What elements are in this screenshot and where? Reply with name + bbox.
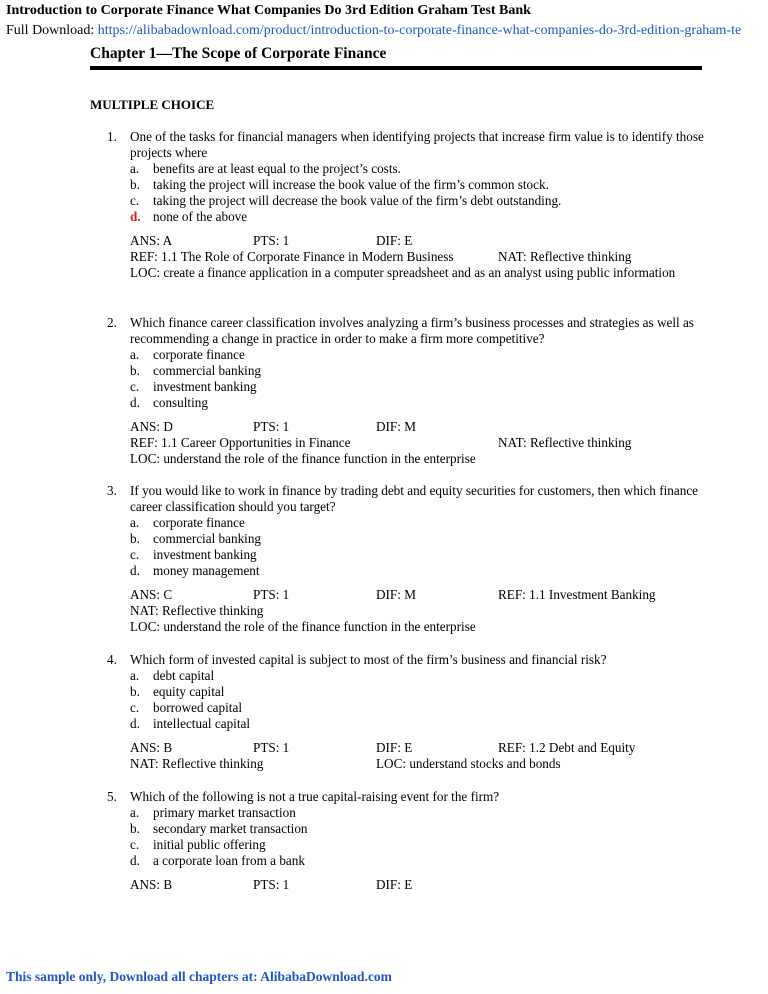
reference: REF: 1.1 Career Opportunities in Finance bbox=[130, 435, 351, 450]
nat: NAT: Reflective thinking bbox=[130, 756, 264, 771]
points: PTS: 1 bbox=[253, 877, 290, 892]
question-number: 3. bbox=[107, 483, 117, 498]
chapter-heading: Chapter 1—The Scope of Corporate Finance bbox=[90, 45, 387, 62]
location: LOC: understand the role of the finance function in the enterprise bbox=[130, 619, 476, 634]
option-a bbox=[130, 515, 707, 531]
question-number: 2. bbox=[107, 315, 117, 330]
option-letter: b. bbox=[130, 821, 140, 836]
option-b bbox=[130, 177, 707, 193]
answer: ANS: B bbox=[130, 740, 173, 755]
option-text: equity capital bbox=[153, 684, 225, 699]
option-letter: a. bbox=[130, 668, 140, 683]
question-4 bbox=[107, 652, 707, 772]
option-letter: a. bbox=[130, 347, 140, 362]
reference: REF: 1.1 Investment Banking bbox=[498, 587, 656, 602]
option-text: intellectual capital bbox=[153, 716, 251, 731]
answer: ANS: B bbox=[130, 877, 173, 892]
question-3 bbox=[107, 483, 707, 635]
answer: ANS: A bbox=[130, 233, 173, 248]
option-text: corporate finance bbox=[153, 347, 245, 362]
chapter-rule bbox=[90, 66, 702, 70]
nat: NAT: Reflective thinking bbox=[498, 249, 632, 264]
footer-promo-link[interactable]: This sample only, Download all chapters at: AlibabaDownload.com bbox=[6, 969, 392, 984]
ref-line bbox=[130, 435, 707, 451]
option-b bbox=[130, 531, 707, 547]
option-letter: a. bbox=[130, 805, 140, 820]
option-b bbox=[130, 363, 707, 379]
option-letter: c. bbox=[130, 379, 140, 394]
option-text: primary market transaction bbox=[153, 805, 296, 820]
option-c bbox=[130, 547, 707, 563]
question-text: One of the tasks for financial managers when identifying projects that increase firm value is to identify those projects where bbox=[130, 129, 704, 160]
difficulty: DIF: E bbox=[376, 233, 413, 248]
option-letter: d. bbox=[130, 563, 140, 578]
option-text: investment banking bbox=[153, 379, 257, 394]
difficulty: DIF: E bbox=[376, 740, 413, 755]
option-d bbox=[130, 716, 707, 732]
difficulty: DIF: E bbox=[376, 877, 413, 892]
question-number: 1. bbox=[107, 129, 117, 144]
option-text: borrowed capital bbox=[153, 700, 242, 715]
download-link[interactable]: https://alibabadownload.com/product/introduction-to-corporate-finance-what-companies-do-3rd-edition-graham-te bbox=[97, 23, 742, 38]
difficulty: DIF: M bbox=[376, 587, 416, 602]
nat-loc-line bbox=[130, 756, 707, 772]
option-letter: b. bbox=[130, 363, 140, 378]
option-letter: c. bbox=[130, 700, 140, 715]
option-b bbox=[130, 821, 707, 837]
location: LOC: understand stocks and bonds bbox=[376, 756, 561, 771]
option-a bbox=[130, 161, 707, 177]
option-text: corporate finance bbox=[153, 515, 245, 530]
option-text: investment banking bbox=[153, 547, 257, 562]
answer-line bbox=[130, 419, 707, 435]
answer: ANS: C bbox=[130, 587, 173, 602]
option-letter: c. bbox=[130, 547, 140, 562]
option-letter-highlighted: d. bbox=[130, 209, 141, 224]
option-text: a corporate loan from a bank bbox=[153, 853, 305, 868]
download-line bbox=[6, 23, 741, 39]
option-letter: a. bbox=[130, 515, 140, 530]
option-d bbox=[130, 853, 707, 869]
option-letter: b. bbox=[130, 177, 140, 192]
points: PTS: 1 bbox=[253, 233, 290, 248]
points: PTS: 1 bbox=[253, 740, 290, 755]
answer-line bbox=[130, 587, 707, 603]
option-letter: a. bbox=[130, 161, 140, 176]
location: LOC: create a finance application in a computer spreadsheet and as an analyst using public information bbox=[130, 265, 676, 280]
nat: NAT: Reflective thinking bbox=[130, 603, 264, 618]
question-text: If you would like to work in finance by trading debt and equity securities for customers, then which finance career classification should you target? bbox=[130, 483, 699, 514]
option-c bbox=[130, 837, 707, 853]
option-letter: d. bbox=[130, 853, 140, 868]
option-letter: d. bbox=[130, 716, 140, 731]
download-label: Full Download: bbox=[6, 23, 95, 38]
option-letter: c. bbox=[130, 837, 140, 852]
option-a bbox=[130, 347, 707, 363]
option-text: consulting bbox=[153, 395, 208, 410]
option-letter: c. bbox=[130, 193, 140, 208]
location: LOC: understand the role of the finance function in the enterprise bbox=[130, 451, 476, 466]
question-number: 4. bbox=[107, 652, 117, 667]
question-text: Which of the following is not a true capital-raising event for the firm? bbox=[130, 789, 500, 804]
points: PTS: 1 bbox=[253, 419, 290, 434]
option-text: none of the above bbox=[153, 209, 248, 224]
option-c bbox=[130, 700, 707, 716]
option-text: taking the project will decrease the book value of the firm’s debt outstanding. bbox=[153, 193, 562, 208]
option-text: money management bbox=[153, 563, 260, 578]
option-letter: d. bbox=[130, 395, 140, 410]
option-a bbox=[130, 805, 707, 821]
option-d bbox=[130, 395, 707, 411]
option-c bbox=[130, 193, 707, 209]
difficulty: DIF: M bbox=[376, 419, 416, 434]
option-d bbox=[130, 563, 707, 579]
question-number: 5. bbox=[107, 789, 117, 804]
reference: REF: 1.1 The Role of Corporate Finance in Modern Business bbox=[130, 249, 454, 264]
answer-line bbox=[130, 233, 707, 249]
answer: ANS: D bbox=[130, 419, 173, 434]
option-b bbox=[130, 684, 707, 700]
reference: REF: 1.2 Debt and Equity bbox=[498, 740, 636, 755]
ref-line bbox=[130, 249, 707, 265]
option-text: debt capital bbox=[153, 668, 215, 683]
option-text: initial public offering bbox=[153, 837, 266, 852]
points: PTS: 1 bbox=[253, 587, 290, 602]
answer-line bbox=[130, 740, 707, 756]
option-letter: b. bbox=[130, 531, 140, 546]
question-1 bbox=[107, 129, 707, 281]
answer-line bbox=[130, 877, 707, 893]
document-title: Introduction to Corporate Finance What Companies Do 3rd Edition Graham Test Bank bbox=[6, 3, 531, 18]
question-text: Which finance career classification involves analyzing a firm’s business processes and strategies as well as recommending a change in practice in order to make a firm more competitive? bbox=[130, 315, 694, 346]
option-d bbox=[130, 209, 707, 225]
option-letter: b. bbox=[130, 684, 140, 699]
section-heading: MULTIPLE CHOICE bbox=[90, 97, 215, 112]
nat: NAT: Reflective thinking bbox=[498, 435, 632, 450]
option-text: taking the project will increase the book value of the firm’s common stock. bbox=[153, 177, 549, 192]
question-text: Which form of invested capital is subject to most of the firm’s business and financial risk? bbox=[130, 652, 607, 667]
option-a bbox=[130, 668, 707, 684]
option-c bbox=[130, 379, 707, 395]
option-text: commercial banking bbox=[153, 363, 262, 378]
option-text: commercial banking bbox=[153, 531, 262, 546]
option-text: secondary market transaction bbox=[153, 821, 308, 836]
question-2 bbox=[107, 315, 707, 467]
option-text: benefits are at least equal to the project’s costs. bbox=[153, 161, 401, 176]
question-5 bbox=[107, 789, 707, 893]
